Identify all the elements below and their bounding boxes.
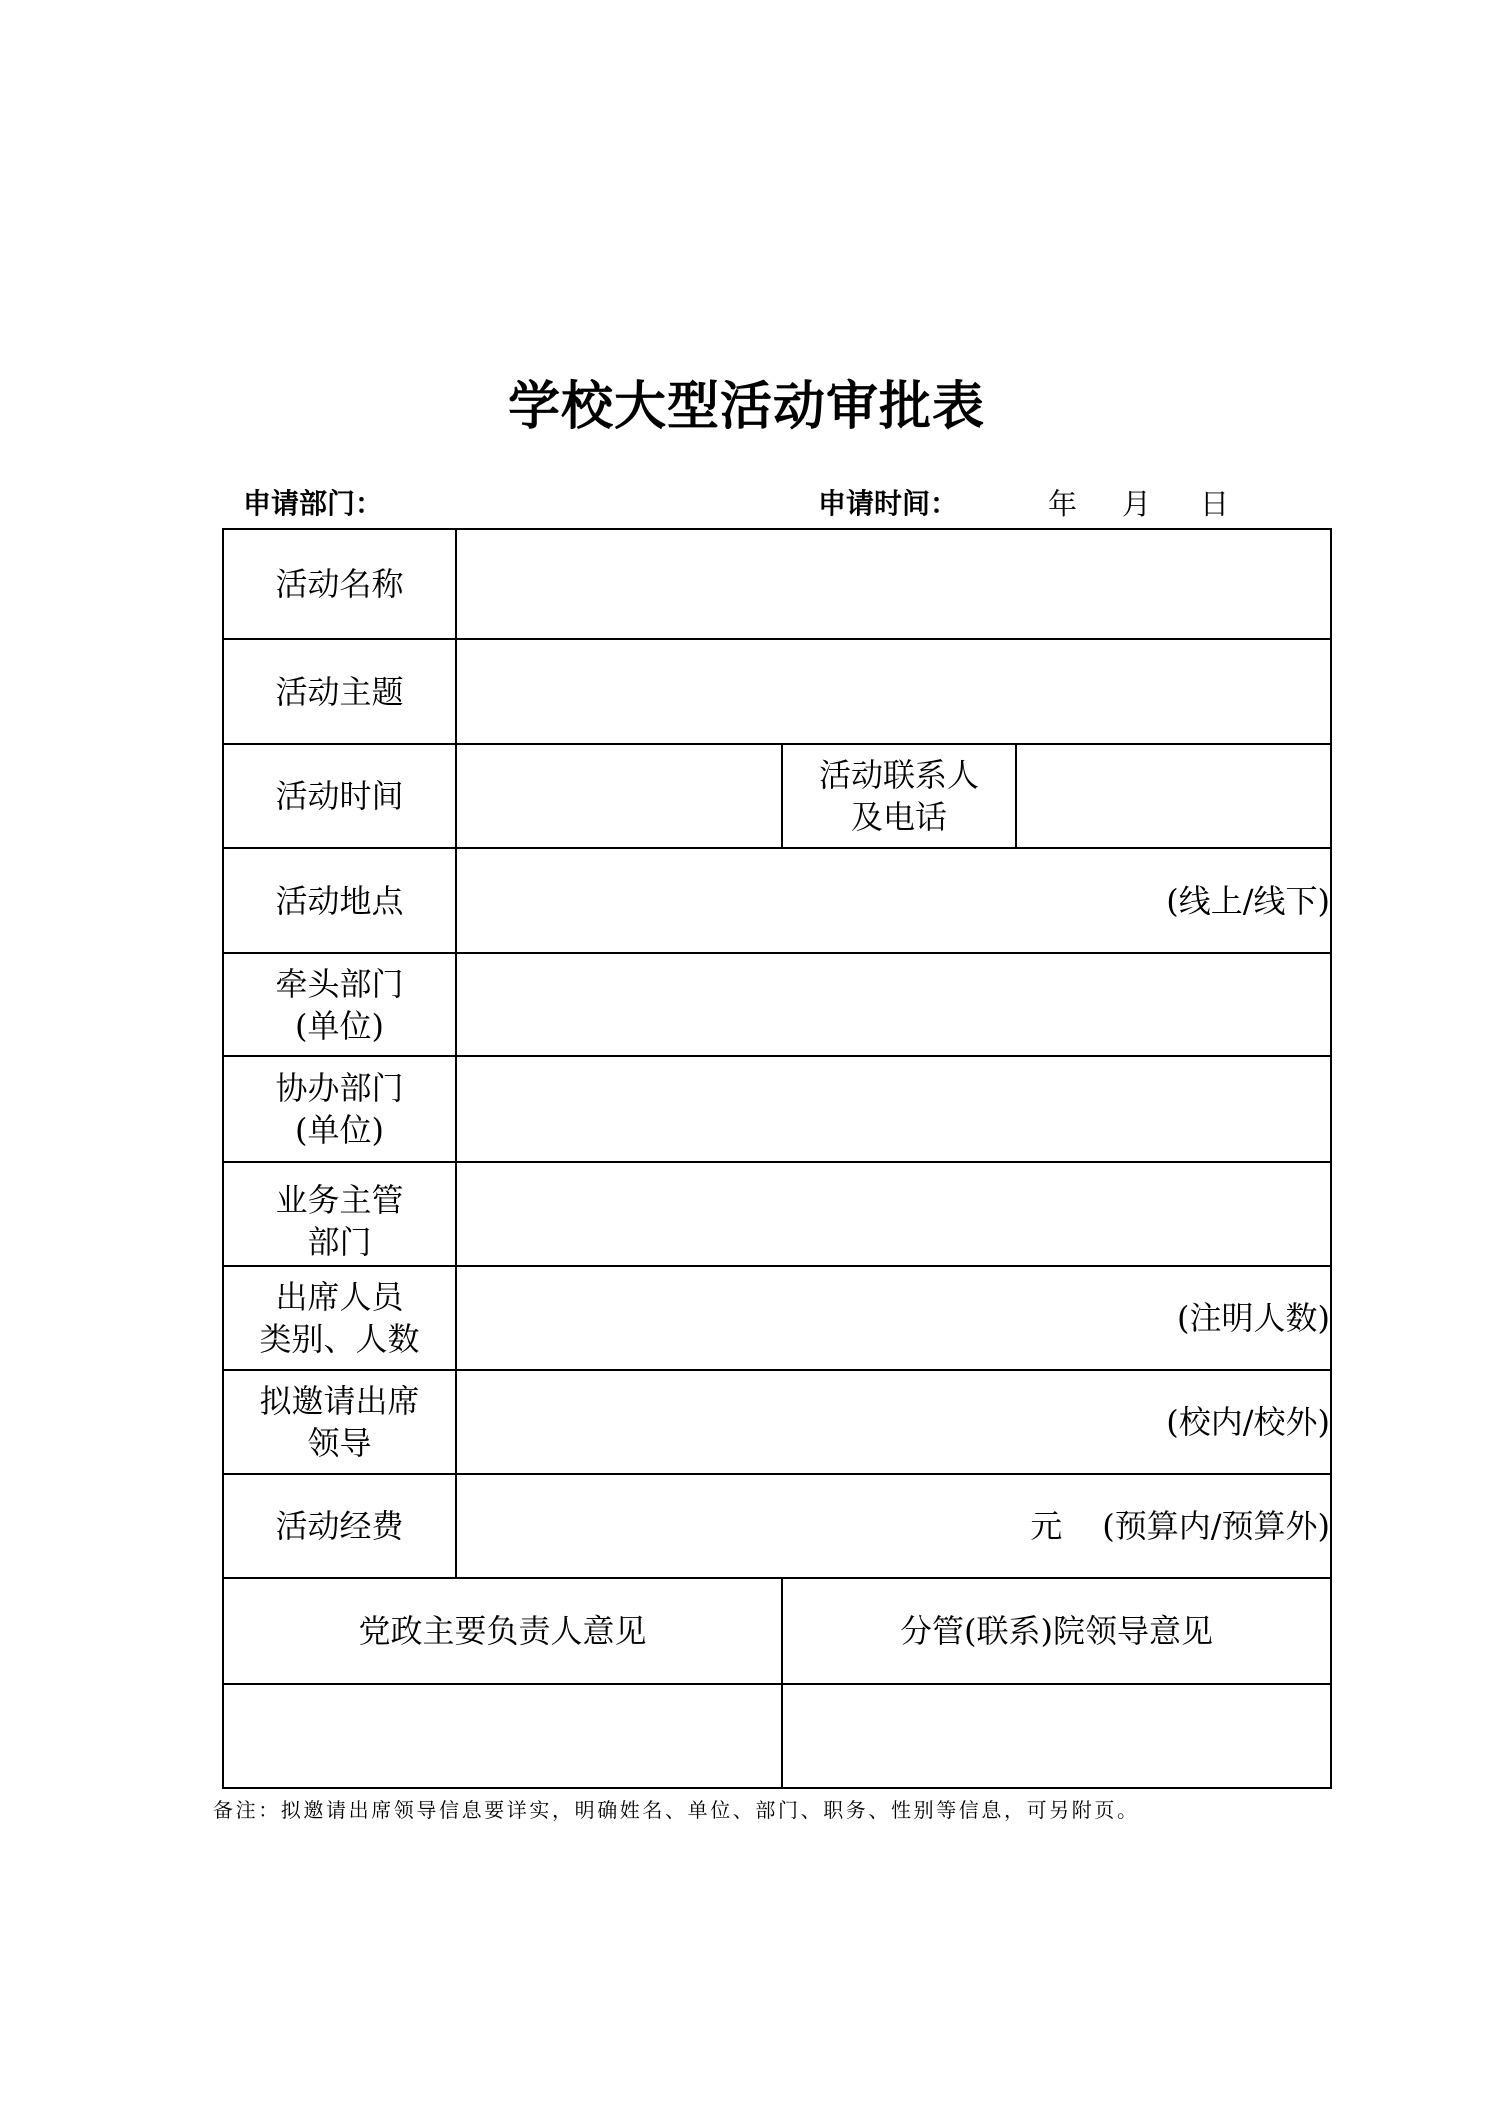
activity-location-label: 活动地点 bbox=[223, 848, 456, 953]
budget-field[interactable] bbox=[456, 1474, 1331, 1578]
attendees-field[interactable] bbox=[456, 1266, 1331, 1370]
lead-department-field[interactable] bbox=[456, 953, 1331, 1056]
budget-hint: (预算内/预算外) bbox=[1102, 1507, 1331, 1545]
approval-form-table bbox=[222, 528, 1332, 1789]
attendees-hint: (注明人数) bbox=[1177, 1299, 1331, 1337]
date-label: 申请时间： bbox=[818, 487, 959, 520]
row-co-department bbox=[223, 1056, 1331, 1162]
activity-time-field[interactable] bbox=[456, 744, 782, 848]
supervising-department-field[interactable] bbox=[456, 1162, 1331, 1266]
page-title: 学校大型活动审批表 bbox=[507, 377, 985, 437]
party-leader-opinion-header: 党政主要负责人意见 bbox=[223, 1578, 782, 1684]
row-budget bbox=[223, 1474, 1331, 1578]
lead-department-label-line1: 牵头部门 bbox=[275, 964, 404, 1003]
budget-label: 活动经费 bbox=[223, 1474, 456, 1578]
attendees-label-line1: 出席人员 bbox=[275, 1278, 404, 1316]
co-department-field[interactable] bbox=[456, 1056, 1331, 1162]
activity-time-label: 活动时间 bbox=[223, 744, 456, 848]
row-activity-location bbox=[223, 848, 1331, 953]
party-leader-opinion-field[interactable] bbox=[223, 1684, 782, 1788]
row-invited-leaders bbox=[223, 1370, 1331, 1474]
lead-department-label bbox=[223, 953, 456, 1056]
lead-department-label-line2: (单位) bbox=[295, 1006, 384, 1045]
row-activity-theme bbox=[223, 639, 1331, 744]
activity-location-field[interactable] bbox=[456, 848, 1331, 953]
invited-leaders-label-line1: 拟邀请出席 bbox=[259, 1382, 420, 1420]
footnote: 备注：拟邀请出席领导信息要详实，明确姓名、单位、部门、职务、性别等信息，可另附页。 bbox=[213, 1798, 1140, 1822]
row-activity-time bbox=[223, 744, 1331, 848]
invited-leaders-field[interactable] bbox=[456, 1370, 1331, 1474]
supervising-department-label bbox=[223, 1162, 456, 1266]
contact-label bbox=[782, 744, 1016, 848]
month-label: 月 bbox=[1122, 487, 1152, 521]
co-department-label-line2: (单位) bbox=[295, 1111, 384, 1149]
year-label: 年 bbox=[1048, 487, 1078, 521]
row-lead-department bbox=[223, 953, 1331, 1056]
row-opinion-headers bbox=[223, 1578, 1331, 1684]
row-activity-name bbox=[223, 529, 1331, 639]
currency-unit: 元 bbox=[1030, 1507, 1063, 1545]
contact-label-line2: 及电话 bbox=[850, 798, 947, 836]
supervising-department-label-line1: 业务主管 bbox=[275, 1181, 404, 1219]
invited-leaders-hint: (校内/校外) bbox=[1166, 1403, 1331, 1441]
attendees-label-line2: 类别、人数 bbox=[259, 1320, 420, 1358]
college-leader-opinion-header: 分管(联系)院领导意见 bbox=[782, 1578, 1331, 1684]
co-department-label bbox=[223, 1056, 456, 1162]
row-supervising-department bbox=[223, 1162, 1331, 1266]
invited-leaders-label-line2: 领导 bbox=[307, 1424, 372, 1462]
activity-theme-field[interactable] bbox=[456, 639, 1331, 744]
activity-name-label: 活动名称 bbox=[223, 529, 456, 639]
activity-theme-label: 活动主题 bbox=[223, 639, 456, 744]
location-hint: (线上/线下) bbox=[1166, 881, 1331, 920]
contact-field[interactable] bbox=[1016, 744, 1331, 848]
day-label: 日 bbox=[1200, 487, 1230, 521]
row-attendees bbox=[223, 1266, 1331, 1370]
row-opinion-values bbox=[223, 1684, 1331, 1788]
activity-name-field[interactable] bbox=[456, 529, 1331, 639]
college-leader-opinion-field[interactable] bbox=[782, 1684, 1331, 1788]
contact-label-line1: 活动联系人 bbox=[818, 756, 979, 794]
co-department-label-line1: 协办部门 bbox=[275, 1069, 404, 1107]
invited-leaders-label bbox=[223, 1370, 456, 1474]
supervising-department-label-line2: 部门 bbox=[307, 1223, 372, 1261]
attendees-label bbox=[223, 1266, 456, 1370]
department-label: 申请部门： bbox=[243, 487, 384, 520]
